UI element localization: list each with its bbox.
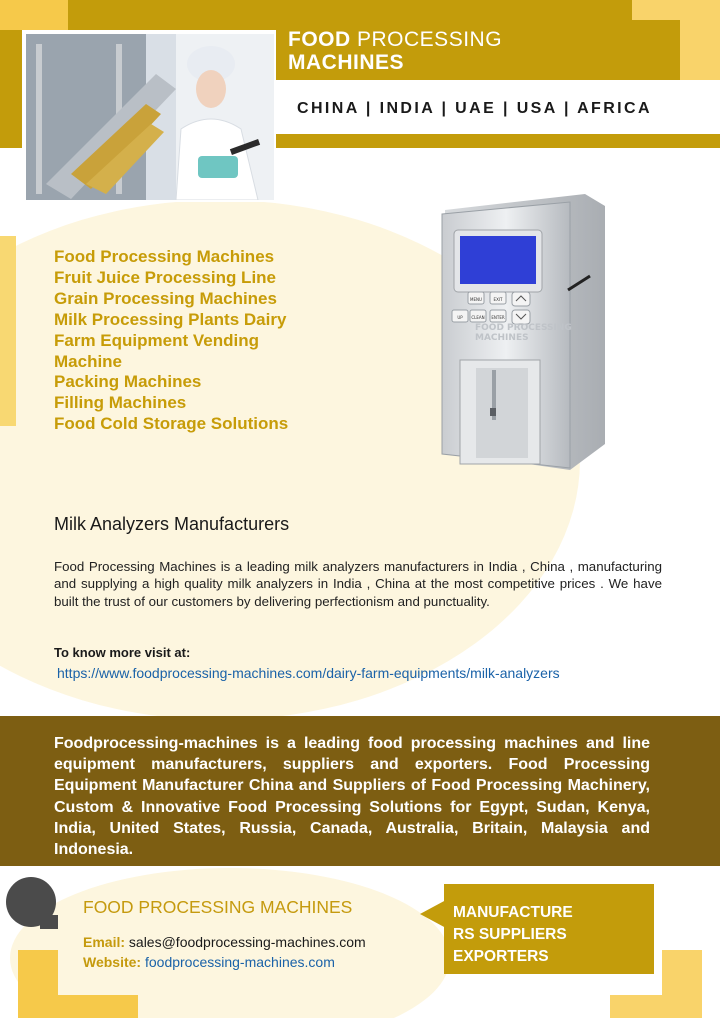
- tag-arrow: [420, 900, 446, 928]
- list-item: Packing Machines: [54, 372, 202, 392]
- article-paragraph: Food Processing Machines is a leading milk analyzers manufacturers in India , China , manufacturing and supplying a high quality milk analyzers in India , China at the most competitive prices . We have built the trust of our customers by delivering perfectionism and punctuality.: [54, 559, 662, 609]
- decorative-bar: [0, 236, 16, 426]
- list-item: Machine: [54, 351, 123, 371]
- decorative-corner: [18, 995, 138, 1018]
- list-item: Fruit Juice Processing Line: [54, 267, 277, 287]
- list-item: Filling Machines: [54, 393, 187, 413]
- email-value[interactable]: sales@foodprocessing-machines.com: [125, 934, 366, 950]
- list-item: Milk Processing Plants Dairy: [54, 309, 287, 329]
- info-band-text: Foodprocessing-machines is a leading food processing machines and line equipment manufacturers, suppliers and exporters. Food Processing Equipment Manufacturer China and Suppliers of Food Processing Machinery, Custom & Innovative Food Processing Solutions for Egypt, Sudan, Kenya, India, United States, Russia, Canada, Australia, Britain, Malaysia and Indonesia.: [54, 735, 650, 859]
- footer-email: [83, 934, 366, 950]
- decorative-corner: [0, 0, 68, 30]
- quote-icon-tail: [40, 915, 58, 929]
- watermark-line2: MACHINES: [475, 333, 529, 343]
- tag-text: [453, 902, 643, 968]
- enter-button-label: ENTER: [491, 315, 505, 320]
- visit-link[interactable]: https://www.foodprocessing-machines.com/dairy-farm-equipments/milk-analyzers: [57, 665, 560, 681]
- visit-label: To know more visit at:: [54, 645, 191, 660]
- milk-analyzer-image: [420, 190, 620, 470]
- list-item: Farm Equipment Vending: [54, 330, 259, 350]
- logo-subtitle: MACHINES: [288, 51, 405, 74]
- product-list: [54, 247, 354, 435]
- website-label: Website:: [83, 954, 142, 970]
- list-item: Food Processing Machines: [54, 247, 275, 266]
- clean-button-label: CLEAN: [471, 315, 485, 320]
- article-heading: Milk Analyzers Manufacturers: [54, 514, 290, 534]
- email-label: Email:: [83, 934, 126, 950]
- tag-line: MANUFACTURE: [453, 904, 573, 921]
- footer-title: FOOD PROCESSING MACHINES: [83, 897, 353, 917]
- watermark-line1: FOOD PROCESSING: [475, 323, 572, 333]
- logo-title-rest: PROCESSING: [350, 28, 503, 51]
- logo-title: [288, 28, 502, 52]
- decorative-corner: [632, 0, 720, 20]
- countries-list: CHINA | INDIA | UAE | USA | AFRICA: [297, 100, 652, 117]
- tag-line: EXPORTERS: [453, 948, 549, 965]
- decorative-corner: [610, 995, 702, 1018]
- website-value[interactable]: foodprocessing-machines.com: [141, 954, 335, 970]
- menu-button-label: MENU: [470, 297, 482, 302]
- tag-line: RS SUPPLIERS: [453, 926, 567, 943]
- logo-title-bold: FOOD: [288, 28, 351, 51]
- factory-photo: [26, 34, 274, 200]
- list-item: Food Cold Storage Solutions: [54, 414, 289, 434]
- exit-button-label: EXIT: [493, 297, 503, 302]
- footer-website: [83, 954, 335, 970]
- list-item: Grain Processing Machines: [54, 288, 277, 308]
- up-button-label: UP: [457, 315, 463, 320]
